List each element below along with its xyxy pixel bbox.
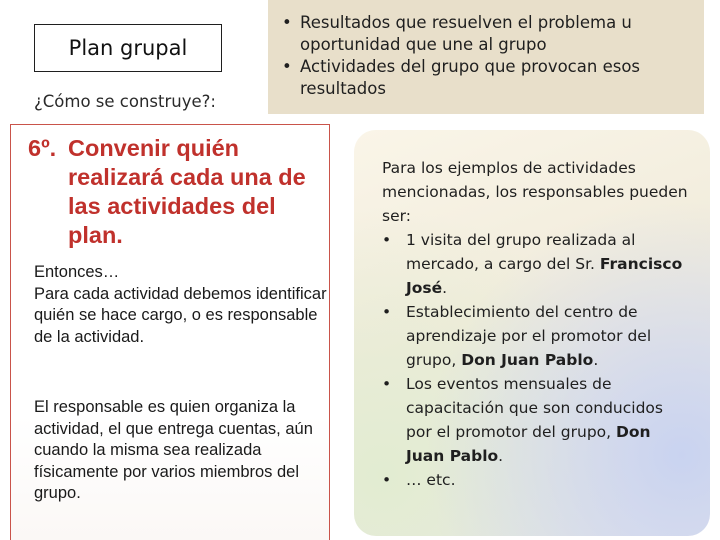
step-heading <box>28 134 318 250</box>
step-title-text: Convenir quién realizará cada una de las actividades del plan. <box>68 135 306 248</box>
top-bullet-item <box>278 12 690 56</box>
example-item <box>382 228 692 300</box>
bullet-icon: • <box>382 303 392 321</box>
bullet-icon: • <box>382 375 392 393</box>
bullet-icon: • <box>282 13 292 32</box>
example-text: Establecimiento del centro de aprendizaje por el promotor del grupo, <box>406 303 652 369</box>
bullet-icon: • <box>282 57 292 76</box>
subtitle: ¿Cómo se construye?: <box>34 92 216 111</box>
example-item <box>382 468 692 492</box>
example-responsible: Francisco José <box>406 255 683 297</box>
plan-title-box <box>34 24 222 72</box>
top-bullet-text: Resultados que resuelven el problema u oportunidad que une al grupo <box>300 13 632 54</box>
top-bullet-item <box>278 56 690 100</box>
explanation-paragraph-2: El responsable es quien organiza la actividad, el que entrega cuentas, aún cuando la misma sea realizada físicamente por varios miembros del grupo. <box>34 398 313 502</box>
example-text: Los eventos mensuales de capacitación que son conducidos por el promotor del grupo, <box>406 375 663 441</box>
examples-intro: Para los ejemplos de actividades mencionadas, los responsables pueden ser: <box>382 159 688 225</box>
page-title: Plan grupal <box>68 36 188 60</box>
step-number: 6º. <box>28 135 57 161</box>
example-text: … etc. <box>406 471 456 489</box>
example-end: . <box>442 279 448 297</box>
example-text: 1 visita del grupo realizada al mercado, a cargo del Sr. <box>406 231 636 273</box>
top-bullet-text: Actividades del grupo que provocan esos resultados <box>300 57 641 98</box>
example-responsible: Don Juan Pablo <box>461 351 594 369</box>
example-item <box>382 372 692 468</box>
example-end: . <box>593 351 599 369</box>
examples-panel <box>354 130 710 536</box>
bullet-icon: • <box>382 231 392 249</box>
example-responsible: Don Juan Pablo <box>406 423 651 465</box>
bullet-icon: • <box>382 471 392 489</box>
top-summary-box <box>268 0 704 114</box>
example-end: . <box>498 447 504 465</box>
explanation-paragraph-1: Entonces… Para cada actividad debemos identificar quién se hace cargo, o es responsable de la actividad. <box>34 263 327 346</box>
example-item <box>382 300 692 372</box>
